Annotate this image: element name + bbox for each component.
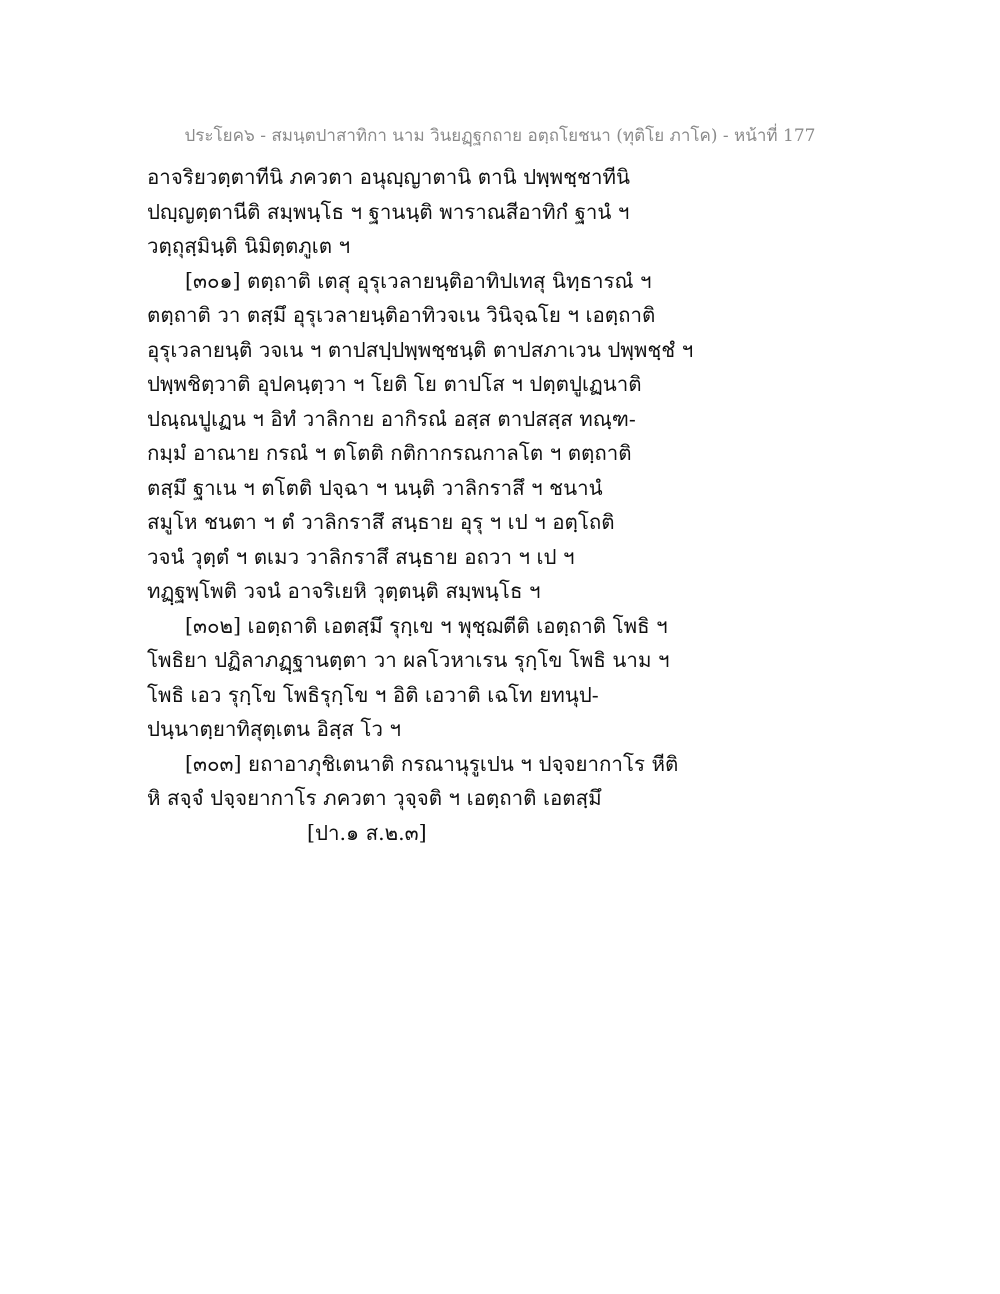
text-line: ตตฺถาติ วา ตสฺมึ อุรุเวลายนฺติอาทิวจเน วินิจฺฉโย ฯ เอตฺถาติ [147, 303, 656, 327]
text-line: สมูโห ชนตา ฯ ตํ วาลิกราสึ สนฺธาย อุรุ ฯ เป ฯ อตฺโถติ [147, 510, 615, 534]
text-line: ปญฺญตฺตานีติ สมฺพนฺโธ ฯ ฐานนฺติ พาราณสีอาทิกํ ฐานํ ฯ [147, 199, 630, 224]
text-line: ปพฺพชิตฺวาติ อุปคนฺตฺวา ฯ โยติ โย ตาปโส ฯ ปตฺตปูเฏนาติ [147, 372, 642, 396]
text-line: อาจริยวตฺตาทีนิ ภควตา อนุญฺญาตานิ ตานิ ปพฺพชฺชาทีนิ [147, 165, 631, 189]
text-line: โพธิยา ปฏิลาภฏฺฐานตฺตา วา ผลโวหาเรน รุกฺโข โพธิ นาม ฯ [147, 648, 670, 672]
paragraph-302-start: [๓๐๒] เอตฺถาติ เอตสฺมึ รุกฺเข ฯ พุชฺฌตีติ เอตฺถาติ โพธิ ฯ [185, 613, 668, 638]
text-line: ตสฺมึ ฐาเน ฯ ตโตติ ปจฺฉา ฯ นนฺติ วาลิกราสึ ฯ ชนานํ [147, 475, 603, 500]
page-header: ประโยค๖ - สมนฺตปาสาทิกา นาม วินยฏฺฐกถาย อตฺถโยชนา (ทุติโย ภาโค) - หน้าที่ 177 [184, 126, 816, 146]
source-reference: [ปา.๑ ส.๒.๓] [307, 820, 427, 845]
text-line: วจนํ วุตฺตํ ฯ ตเมว วาลิกราสึ สนฺธาย อถวา ฯ เป ฯ [147, 544, 575, 569]
text-line: ปนฺนาตฺยาทิสุตฺเตน อิสฺส โว ฯ [147, 717, 401, 741]
text-line: กมฺมํ อาณาย กรณํ ฯ ตโตติ กติกากรณกาลโต ฯ ตตฺถาติ [147, 441, 632, 465]
text-line: อุรุเวลายนฺติ วจเน ฯ ตาปสปฺปพฺพชฺชนฺติ ตาปสภาเวน ปพฺพชฺชํ ฯ [147, 337, 694, 362]
text-line: โพธิ เอว รุกฺโข โพธิรุกฺโข ฯ อิติ เอวาติ เฉโท ยทนุป- [147, 682, 599, 707]
text-line: หิ สจฺจํ ปจฺจยากาโร ภควตา วุจฺจติ ฯ เอตฺถาติ เอตสฺมึ [147, 786, 602, 810]
paragraph-301-start: [๓๐๑] ตตฺถาติ เตสุ อุรุเวลายนฺติอาทิปเทสุ นิทฺธารณํ ฯ [185, 268, 652, 293]
text-line: ปณฺณปูเฏน ฯ อิทํ วาลิกาย อากิรณํ อสฺส ตาปสสฺส ทณฺฑ- [147, 406, 636, 431]
paragraph-303-start: [๓๐๓] ยถาอาภุชิเตนาติ กรณานุรูเปน ฯ ปจฺจยากาโร หีติ [185, 751, 679, 776]
text-line: ทฏฺฐพฺโพติ วจนํ อาจริเยหิ วุตฺตนฺติ สมฺพนฺโธ ฯ [147, 579, 541, 603]
text-line: วตฺถุสฺมินฺติ นิมิตฺตภูเต ฯ [147, 234, 351, 258]
body-text [147, 160, 867, 850]
